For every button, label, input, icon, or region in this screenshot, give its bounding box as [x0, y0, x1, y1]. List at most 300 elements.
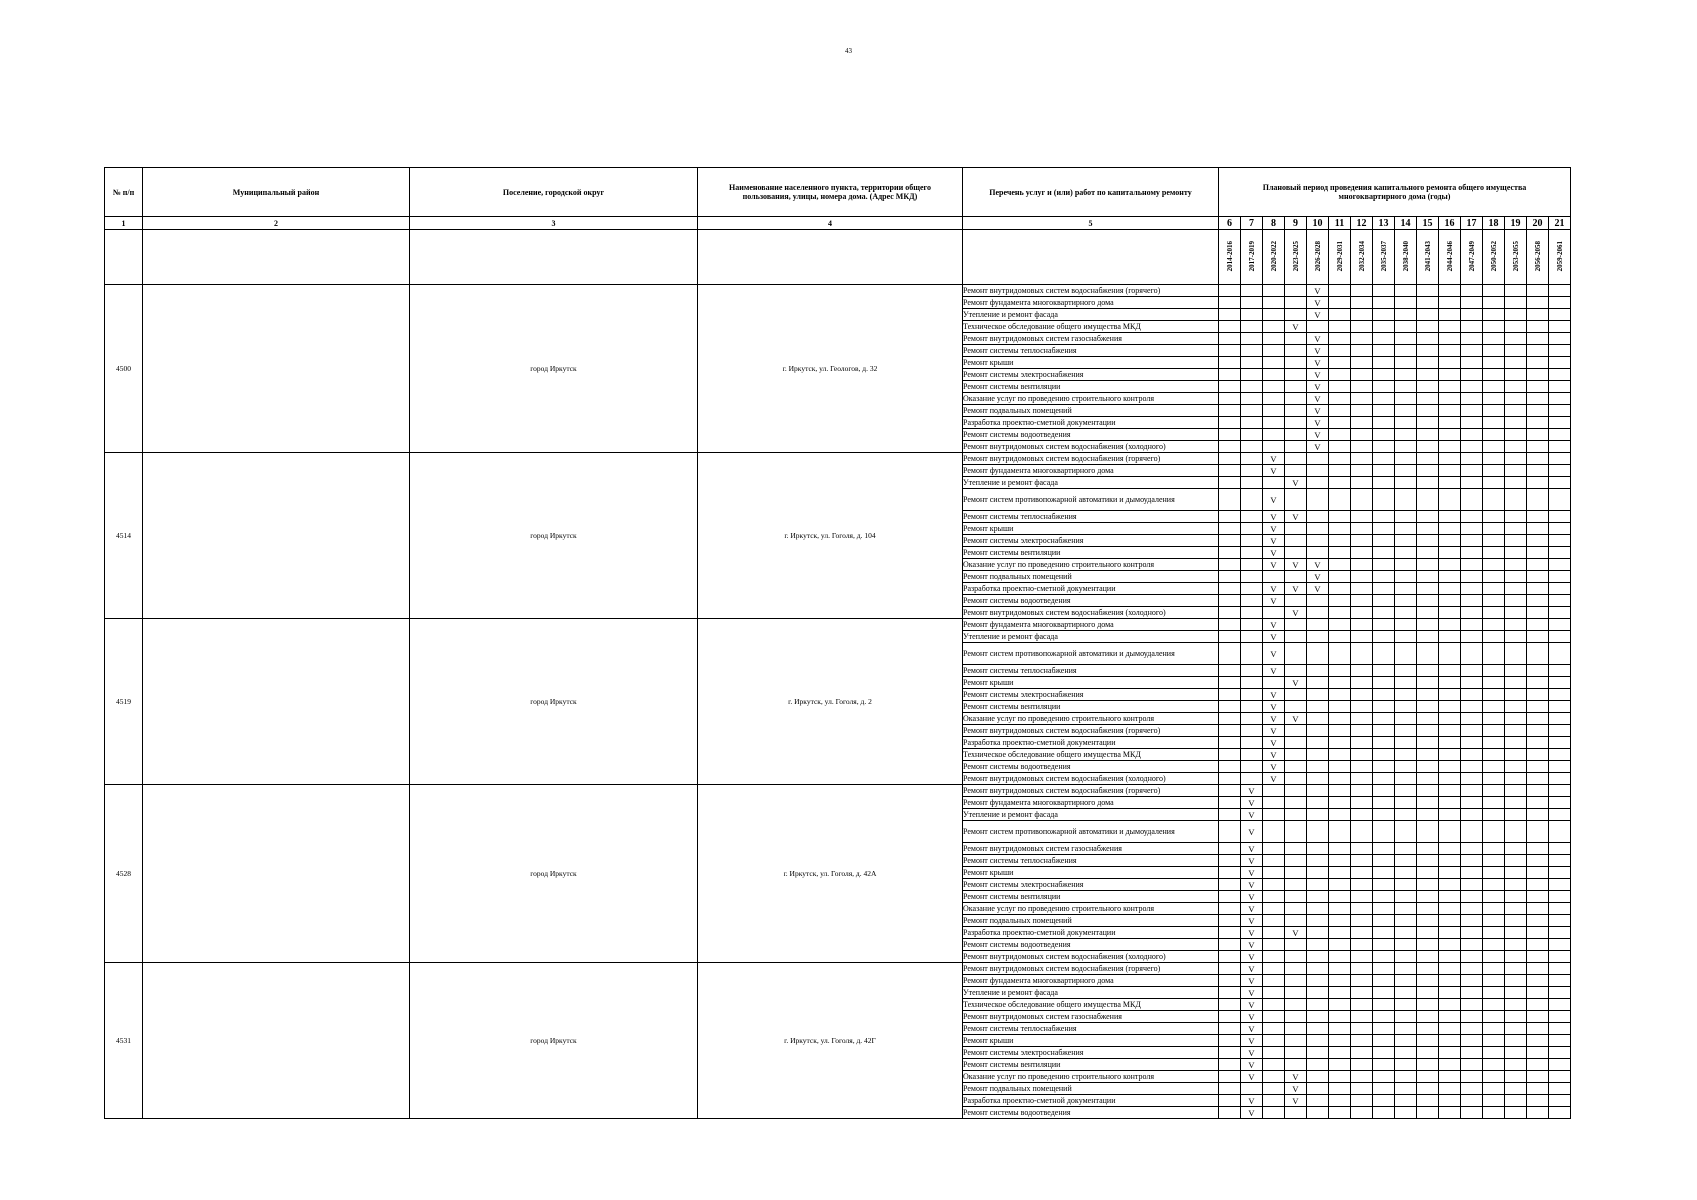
period-cell [1351, 489, 1373, 511]
period-cell [1395, 785, 1417, 797]
work-item: Оказание услуг по проведению строительного контроля [963, 713, 1219, 725]
period-cell [1461, 1071, 1483, 1083]
period-cell [1307, 821, 1329, 843]
period-cell [1373, 441, 1395, 453]
period-cell [1241, 417, 1263, 429]
work-item: Ремонт внутридомовых систем водоснабжения (горячего) [963, 453, 1219, 465]
period-cell [1373, 725, 1395, 737]
record-number: 4519 [105, 619, 143, 785]
period-cell [1461, 975, 1483, 987]
period-cell [1461, 797, 1483, 809]
period-cell [1329, 607, 1351, 619]
period-cell [1219, 321, 1241, 333]
period-cell [1461, 429, 1483, 441]
period-cell [1395, 511, 1417, 523]
period-cell [1329, 369, 1351, 381]
period-cell [1417, 879, 1439, 891]
column-number: 16 [1439, 217, 1461, 230]
period-cell [1439, 429, 1461, 441]
period-cell [1527, 489, 1549, 511]
period-cell [1483, 511, 1505, 523]
period-cell [1329, 441, 1351, 453]
period-cell [1307, 867, 1329, 879]
period-mark: V [1263, 465, 1285, 477]
period-cell [1527, 843, 1549, 855]
district-cell [143, 963, 410, 1119]
period-cell [1549, 357, 1571, 369]
period-cell [1307, 915, 1329, 927]
period-cell [1549, 535, 1571, 547]
page-number: 43 [845, 47, 852, 55]
period-cell [1483, 465, 1505, 477]
period-cell [1219, 333, 1241, 345]
period-mark: V [1307, 441, 1329, 453]
period-label [1307, 230, 1329, 285]
period-cell [1307, 773, 1329, 785]
period-cell [1307, 489, 1329, 511]
period-cell [1439, 999, 1461, 1011]
period-cell [1483, 785, 1505, 797]
period-cell [1329, 631, 1351, 643]
period-cell [1351, 333, 1373, 345]
period-text: 2053-2055 [1511, 240, 1520, 272]
period-cell [1483, 749, 1505, 761]
period-cell [1505, 773, 1527, 785]
period-cell [1549, 1035, 1571, 1047]
work-item: Техническое обследование общего имущества МКД [963, 749, 1219, 761]
period-cell [1373, 1047, 1395, 1059]
period-cell [1329, 951, 1351, 963]
period-cell [1373, 927, 1395, 939]
period-cell [1395, 1011, 1417, 1023]
period-cell [1527, 855, 1549, 867]
period-cell [1263, 441, 1285, 453]
period-cell [1219, 713, 1241, 725]
period-cell [1527, 523, 1549, 535]
work-item: Ремонт системы вентиляции [963, 891, 1219, 903]
period-cell [1483, 809, 1505, 821]
work-item: Ремонт подвальных помещений [963, 915, 1219, 927]
period-cell [1483, 1071, 1505, 1083]
period-cell [1395, 879, 1417, 891]
period-mark: V [1285, 477, 1307, 489]
period-cell [1439, 701, 1461, 713]
period-cell [1285, 773, 1307, 785]
period-cell [1395, 1023, 1417, 1035]
period-cell [1307, 939, 1329, 951]
period-cell [1241, 405, 1263, 417]
period-cell [1285, 381, 1307, 393]
period-mark: V [1285, 1083, 1307, 1095]
period-cell [1395, 689, 1417, 701]
work-item: Ремонт фундамента многоквартирного дома [963, 797, 1219, 809]
period-cell [1395, 559, 1417, 571]
period-cell [1483, 345, 1505, 357]
period-cell [1307, 321, 1329, 333]
period-cell [1373, 891, 1395, 903]
period-cell [1219, 357, 1241, 369]
period-cell [1351, 381, 1373, 393]
period-cell [1373, 785, 1395, 797]
period-cell [1373, 939, 1395, 951]
period-cell [1461, 1047, 1483, 1059]
column-number-row [105, 217, 1571, 230]
period-cell [1527, 975, 1549, 987]
period-cell [1329, 963, 1351, 975]
period-cell [1263, 1083, 1285, 1095]
period-cell [1351, 963, 1373, 975]
period-cell [1329, 489, 1351, 511]
period-cell [1439, 1047, 1461, 1059]
period-cell [1351, 559, 1373, 571]
period-cell [1329, 749, 1351, 761]
period-cell [1219, 417, 1241, 429]
period-cell [1439, 285, 1461, 297]
period-cell [1285, 999, 1307, 1011]
period-cell [1241, 1083, 1263, 1095]
period-cell [1417, 333, 1439, 345]
period-cell [1307, 1071, 1329, 1083]
work-item: Ремонт системы электроснабжения [963, 1047, 1219, 1059]
period-cell [1351, 1035, 1373, 1047]
period-cell [1505, 643, 1527, 665]
period-cell [1549, 797, 1571, 809]
period-cell [1395, 1095, 1417, 1107]
period-cell [1373, 547, 1395, 559]
work-item: Ремонт подвальных помещений [963, 571, 1219, 583]
header-works: Перечень услуг и (или) работ по капитальному ремонту [963, 168, 1219, 217]
period-mark: V [1263, 737, 1285, 749]
period-cell [1505, 393, 1527, 405]
period-cell [1483, 1107, 1505, 1119]
period-cell [1219, 677, 1241, 689]
period-cell [1373, 903, 1395, 915]
table-row [105, 619, 1571, 631]
work-item: Разработка проектно-сметной документации [963, 1095, 1219, 1107]
period-cell [1395, 333, 1417, 345]
period-cell [1307, 631, 1329, 643]
period-cell [1329, 903, 1351, 915]
period-cell [1351, 951, 1373, 963]
period-cell [1307, 689, 1329, 701]
period-cell [1417, 559, 1439, 571]
period-cell [1351, 987, 1373, 999]
period-cell [1263, 285, 1285, 297]
period-cell [1351, 975, 1373, 987]
period-cell [1439, 963, 1461, 975]
period-cell [1351, 927, 1373, 939]
period-cell [1373, 523, 1395, 535]
period-cell [1461, 297, 1483, 309]
work-item: Оказание услуг по проведению строительного контроля [963, 559, 1219, 571]
work-item: Ремонт фундамента многоквартирного дома [963, 619, 1219, 631]
period-cell [1285, 523, 1307, 535]
period-cell [1549, 975, 1571, 987]
period-label [1241, 230, 1263, 285]
period-cell [1373, 665, 1395, 677]
period-cell [1483, 429, 1505, 441]
period-mark: V [1307, 333, 1329, 345]
work-item: Утепление и ремонт фасада [963, 631, 1219, 643]
period-cell [1527, 963, 1549, 975]
period-cell [1351, 393, 1373, 405]
period-cell [1417, 571, 1439, 583]
period-cell [1351, 999, 1373, 1011]
period-cell [1417, 987, 1439, 999]
period-cell [1285, 975, 1307, 987]
period-cell [1219, 701, 1241, 713]
work-item: Ремонт крыши [963, 523, 1219, 535]
column-number: 3 [410, 217, 698, 230]
work-item: Ремонт внутридомовых систем водоснабжения (холодного) [963, 607, 1219, 619]
period-cell [1461, 1083, 1483, 1095]
period-cell [1505, 701, 1527, 713]
period-cell [1549, 369, 1571, 381]
period-cell [1527, 773, 1549, 785]
period-cell [1483, 1035, 1505, 1047]
period-cell [1527, 595, 1549, 607]
period-cell [1549, 477, 1571, 489]
period-cell [1461, 489, 1483, 511]
period-cell [1505, 903, 1527, 915]
period-mark: V [1285, 607, 1307, 619]
period-blank-3 [410, 230, 698, 285]
period-cell [1417, 1047, 1439, 1059]
period-cell [1219, 1059, 1241, 1071]
period-cell [1483, 643, 1505, 665]
period-cell [1483, 867, 1505, 879]
period-cell [1263, 297, 1285, 309]
period-cell [1483, 489, 1505, 511]
period-cell [1505, 999, 1527, 1011]
period-cell [1351, 1071, 1373, 1083]
period-cell [1527, 665, 1549, 677]
period-cell [1285, 749, 1307, 761]
period-cell [1439, 879, 1461, 891]
period-cell [1549, 927, 1571, 939]
period-cell [1549, 855, 1571, 867]
period-cell [1439, 773, 1461, 785]
period-cell [1351, 809, 1373, 821]
period-cell [1285, 737, 1307, 749]
period-cell [1439, 333, 1461, 345]
work-item: Ремонт внутридомовых систем водоснабжения (холодного) [963, 951, 1219, 963]
period-cell [1417, 393, 1439, 405]
work-item: Ремонт системы электроснабжения [963, 535, 1219, 547]
period-cell [1461, 631, 1483, 643]
period-cell [1307, 879, 1329, 891]
period-cell [1373, 1059, 1395, 1071]
record-number: 4528 [105, 785, 143, 963]
period-cell [1505, 477, 1527, 489]
period-cell [1263, 381, 1285, 393]
period-mark: V [1285, 321, 1307, 333]
period-cell [1527, 297, 1549, 309]
period-cell [1549, 321, 1571, 333]
period-cell [1461, 1059, 1483, 1071]
period-cell [1505, 975, 1527, 987]
period-cell [1307, 523, 1329, 535]
period-cell [1527, 713, 1549, 725]
period-cell [1417, 915, 1439, 927]
period-cell [1241, 677, 1263, 689]
period-cell [1285, 1011, 1307, 1023]
period-text: 2056-2058 [1533, 240, 1542, 272]
period-cell [1505, 725, 1527, 737]
period-cell [1263, 821, 1285, 843]
period-cell [1461, 1107, 1483, 1119]
work-item: Ремонт системы теплоснабжения [963, 1023, 1219, 1035]
period-cell [1439, 511, 1461, 523]
period-cell [1285, 571, 1307, 583]
period-cell [1395, 583, 1417, 595]
period-cell [1219, 631, 1241, 643]
period-cell [1527, 429, 1549, 441]
work-item: Ремонт системы теплоснабжения [963, 511, 1219, 523]
period-cell [1329, 987, 1351, 999]
period-cell [1549, 333, 1571, 345]
period-cell [1395, 321, 1417, 333]
period-cell [1439, 689, 1461, 701]
period-text: 2017-2019 [1247, 240, 1256, 272]
column-number: 2 [143, 217, 410, 230]
period-cell [1219, 559, 1241, 571]
period-cell [1395, 547, 1417, 559]
period-cell [1329, 1047, 1351, 1059]
period-cell [1461, 643, 1483, 665]
period-mark: V [1307, 345, 1329, 357]
period-cell [1373, 1023, 1395, 1035]
period-cell [1307, 619, 1329, 631]
work-item: Ремонт крыши [963, 867, 1219, 879]
period-cell [1241, 477, 1263, 489]
header-district: Муниципальный район [143, 168, 410, 217]
period-cell [1527, 643, 1549, 665]
period-cell [1549, 489, 1571, 511]
period-cell [1329, 535, 1351, 547]
period-cell [1285, 405, 1307, 417]
period-cell [1417, 761, 1439, 773]
period-mark: V [1241, 1107, 1263, 1119]
period-cell [1527, 761, 1549, 773]
period-cell [1395, 571, 1417, 583]
period-cell [1483, 1023, 1505, 1035]
period-cell [1461, 903, 1483, 915]
period-cell [1351, 737, 1373, 749]
work-item: Ремонт фундамента многоквартирного дома [963, 297, 1219, 309]
period-cell [1549, 1071, 1571, 1083]
period-cell [1219, 915, 1241, 927]
period-cell [1483, 939, 1505, 951]
period-cell [1373, 987, 1395, 999]
period-cell [1417, 547, 1439, 559]
period-cell [1483, 441, 1505, 453]
period-cell [1439, 345, 1461, 357]
period-cell [1483, 321, 1505, 333]
period-cell [1351, 855, 1373, 867]
period-cell [1241, 535, 1263, 547]
period-cell [1527, 333, 1549, 345]
period-cell [1373, 951, 1395, 963]
period-mark: V [1285, 713, 1307, 725]
column-number: 19 [1505, 217, 1527, 230]
period-cell [1549, 1059, 1571, 1071]
period-cell [1285, 843, 1307, 855]
column-number: 17 [1461, 217, 1483, 230]
period-cell [1417, 369, 1439, 381]
period-cell [1505, 761, 1527, 773]
period-cell [1263, 333, 1285, 345]
period-cell [1439, 321, 1461, 333]
period-cell [1461, 809, 1483, 821]
period-cell [1263, 1035, 1285, 1047]
period-cell [1395, 867, 1417, 879]
period-cell [1527, 785, 1549, 797]
period-cell [1527, 1095, 1549, 1107]
period-cell [1461, 737, 1483, 749]
period-cell [1373, 369, 1395, 381]
period-cell [1549, 523, 1571, 535]
period-cell [1439, 809, 1461, 821]
period-cell [1285, 547, 1307, 559]
period-cell [1461, 1023, 1483, 1035]
period-cell [1395, 701, 1417, 713]
period-cell [1307, 963, 1329, 975]
period-cell [1483, 285, 1505, 297]
period-cell [1549, 821, 1571, 843]
period-cell [1505, 429, 1527, 441]
work-item: Техническое обследование общего имущества МКД [963, 999, 1219, 1011]
period-cell [1373, 1071, 1395, 1083]
period-cell [1241, 297, 1263, 309]
period-cell [1395, 1035, 1417, 1047]
work-item: Ремонт крыши [963, 677, 1219, 689]
period-cell [1505, 369, 1527, 381]
period-cell [1373, 417, 1395, 429]
period-cell [1549, 773, 1571, 785]
period-cell [1417, 785, 1439, 797]
period-blank-2 [143, 230, 410, 285]
period-cell [1417, 1071, 1439, 1083]
period-cell [1483, 1011, 1505, 1023]
period-cell [1219, 453, 1241, 465]
period-cell [1307, 511, 1329, 523]
period-cell [1483, 619, 1505, 631]
period-cell [1549, 677, 1571, 689]
period-cell [1527, 619, 1549, 631]
period-cell [1373, 701, 1395, 713]
period-cell [1285, 1107, 1307, 1119]
period-cell [1395, 369, 1417, 381]
period-cell [1505, 677, 1527, 689]
period-cell [1395, 677, 1417, 689]
period-cell [1549, 511, 1571, 523]
period-cell [1263, 809, 1285, 821]
period-cell [1439, 631, 1461, 643]
period-cell [1307, 1035, 1329, 1047]
table-row [105, 285, 1571, 297]
period-cell [1395, 809, 1417, 821]
period-cell [1417, 405, 1439, 417]
period-cell [1483, 1083, 1505, 1095]
period-cell [1505, 523, 1527, 535]
period-cell [1351, 357, 1373, 369]
period-cell [1241, 631, 1263, 643]
period-cell [1307, 975, 1329, 987]
work-item: Оказание услуг по проведению строительного контроля [963, 393, 1219, 405]
period-cell [1461, 559, 1483, 571]
period-cell [1417, 725, 1439, 737]
